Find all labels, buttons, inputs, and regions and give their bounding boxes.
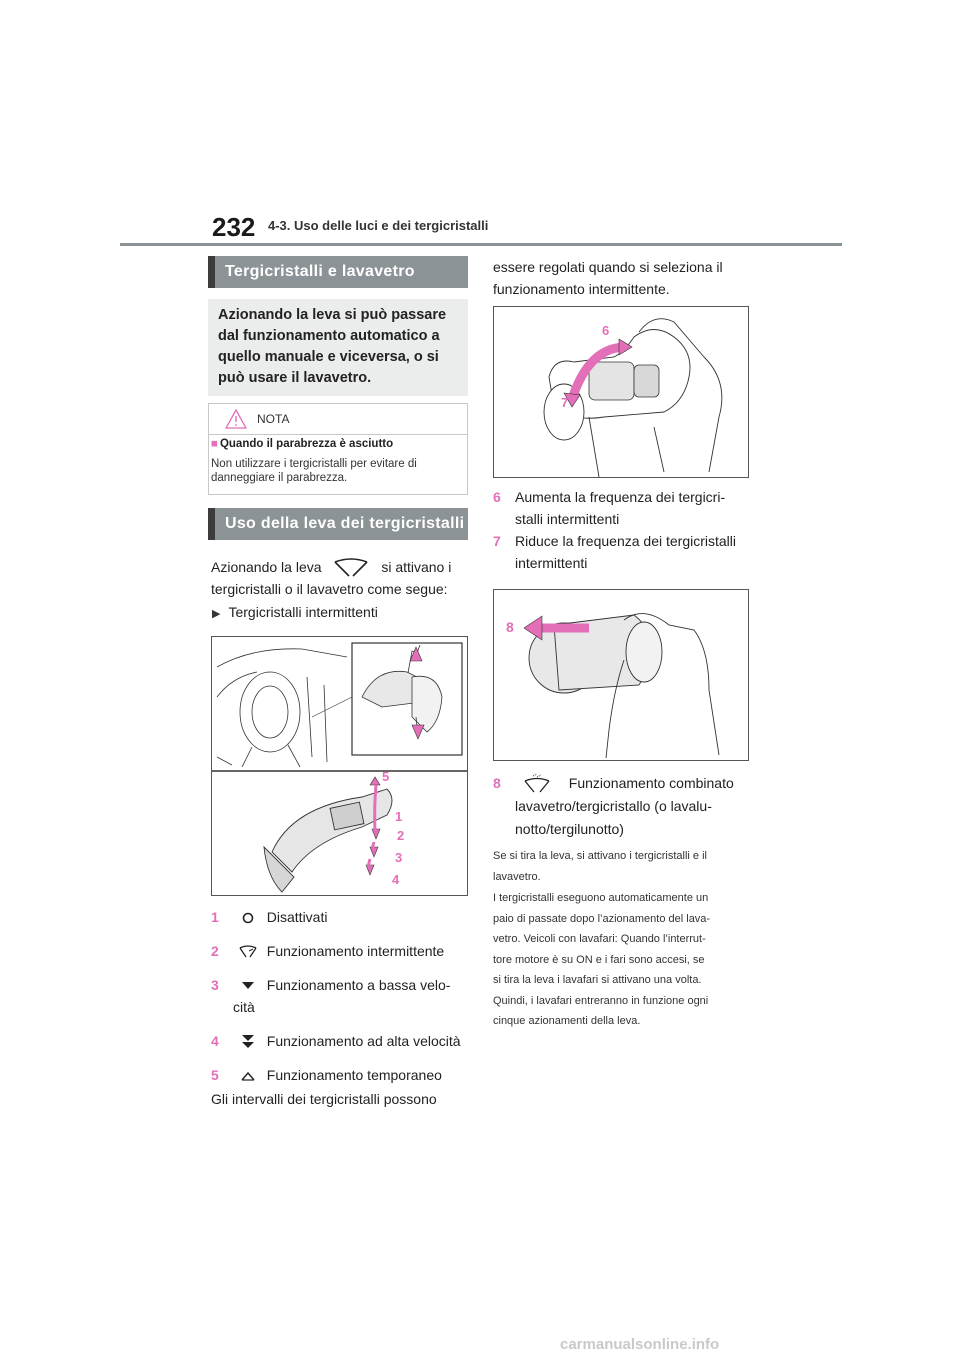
item-5: 5 Funzionamento temporaneo [211,1067,442,1083]
lever-illustration [212,637,467,895]
low-speed-triangle-icon [237,980,259,992]
watermark: carmanualsonline.info [560,1336,720,1353]
figure-interval-adjust [493,306,749,478]
callout-7: 7 [561,395,569,410]
page-number: 232 [212,212,256,242]
header-rule [120,243,842,246]
note-title: NOTA [257,412,290,426]
washer-wiper-icon [519,774,555,794]
note-body: Non utilizzare i tergicristalli per evitare di danneggiare il parabrezza. [211,458,417,484]
item-3-cont: cità [233,999,255,1015]
item-2: 2 Funzionamento intermittente [211,943,445,959]
item-7: 7 Riduce la frequenza dei tergicristalli [493,533,736,549]
figure-washer-pull [493,589,749,761]
intro-line-1: Azionando la leva si attivano i [211,556,473,579]
note-subheading: ■ Quando il parabrezza è asciutto [211,438,394,450]
callout-2: 2 [397,828,405,843]
item-8-cont-1: lavavetro/tergicristallo (o lavalu- [515,798,712,814]
intermittent-wiper-icon [237,944,259,960]
section-title: 4-3. Uso delle luci e dei tergicristalli [268,218,489,233]
off-circle-icon [237,911,259,925]
item-8-cont-2: notto/tergilunotto) [515,821,624,837]
item-6-cont: stalli intermittenti [515,511,620,527]
intro-line-2: tergicristalli o il lavavetro come segue: [211,581,448,597]
note-box [208,403,468,495]
section-heading-wipers: Tergicristalli e lavavetro [208,256,468,288]
item-3: 3 Funzionamento a bassa velo- [211,977,451,993]
callout-6: 6 [602,323,610,338]
right-top-line-2: funzionamento intermittente. [493,281,670,297]
lead-box [208,299,468,396]
lead-text: Azionando la leva si può passare dal funzionamento automatico a quello manuale e viceversa, o si può usare il lavavetro. [218,307,447,386]
wiper-icon [331,557,371,579]
figure-wiper-lever-positions [211,636,468,896]
left-tail-text: Gli intervalli dei tergicristalli possono [211,1091,437,1107]
high-speed-double-triangle-icon [237,1034,259,1050]
interval-illustration [494,307,748,477]
item-4: 4 Funzionamento ad alta velocità [211,1033,461,1049]
paragraph-headlamp-washer: I tergicristalli eseguono automaticamente un paio di passate dopo l’azionamento del lava- vetro. Veicoli con lavafari: Quando l’interrut- tore motore è su ON e i fari sono accesi, se si tira la leva i lavafari si attivano una volta. Quindi, i lavafari entreranno in funzione ogni cinque azionamenti della leva. [493,892,711,1027]
paragraph-washer-activation: Se si tira la leva, si attivano i tergicristalli e il lavavetro. [493,850,707,883]
callout-3: 3 [395,850,403,865]
item-6: 6 Aumenta la frequenza dei tergicri- [493,489,726,505]
item-1: 1 Disattivati [211,909,328,925]
right-top-line-1: essere regolati quando si seleziona il [493,259,723,275]
note-header [209,404,467,435]
callout-1: 1 [395,809,403,824]
mist-caret-icon [237,1070,259,1082]
section-heading-lever: Uso della leva dei tergicristalli [208,508,468,540]
callout-4: 4 [392,872,400,887]
washer-illustration [494,590,748,760]
warning-triangle-icon [225,409,247,429]
item-7-cont: intermittenti [515,555,588,571]
callout-5: 5 [382,769,390,784]
item-8: 8 Funzionamento combinato [493,772,734,794]
bullet-intermittent: ▶ Tergicristalli intermittenti [212,604,378,620]
callout-8: 8 [506,619,514,635]
